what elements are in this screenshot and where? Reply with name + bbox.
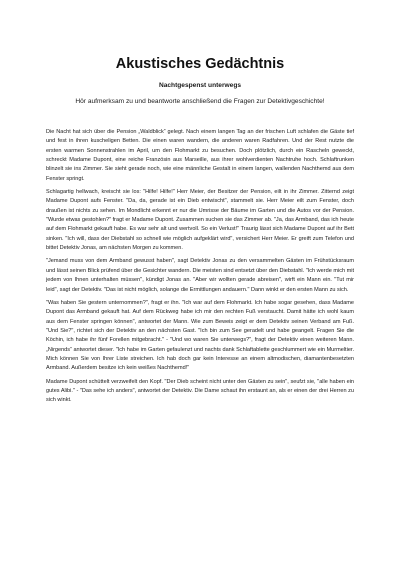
story-paragraph-4: "Was haben Sie gestern unternommen?", fragt er ihn. "Ich war auf dem Flohmarkt. Ich habe sogar gesehen, dass Madame Dupont das Armband gekauft hat. Auf dem Rückweg habe ich mir den rechten Fuß verstaucht. Damit hätte ich wohl kaum aus dem Fenster springen können", antwortet der Mann. Wie zum Beweis zeigt er dem Detektiv seinen Verband am Fuß. "Und Sie?", richtet sich der Detektiv an den nächsten Gast. "Ich bin zum See geradelt und habe geangelt. Fragen Sie die Köchin, ich habe ihr fünf Forellen mitgebracht." - "Und wo waren Sie unterwegs?", fragt der Detektiv einen weiteren Mann. „Nirgends“ antwortet dieser. "Ich habe im Garten gefaulenzt und nachts dank Schlaftablette geschlummert wie ein Murmeltier. Mich können Sie von Ihrer Liste streichen. Ich hab doch gar kein Interesse an einem altmodischen, diamantenbesetzten Armband. Außerdem besitze ich kein weißes Nachthemd!" <box>46 299 354 372</box>
document-title: Akustisches Gedächtnis <box>115 56 285 72</box>
story-paragraph-3: "Jemand muss von dem Armband gewusst haben", sagt Detektiv Jonas zu den versammelten Gästen im Frühstücksraum und lässt seinen Blick prüfend über die Gesichter wandern. Die meisten sind entsetzt über den Diebstahl. "Ich werde mich mit jedem von Ihnen unterhalten müssen", kündigt Jonas an. "Aber wir wollten gerade abreisen", wirft ein Mann ein. "Tut mir leid", sagt der Detektiv. "Das ist nicht möglich, solange die Ermittlungen andauern." Dann winkt er den ersten Mann zu sich. <box>46 258 354 293</box>
story-paragraph-2: Schlagartig hellwach, kreischt sie los: "Hilfe! Hilfe!" Herr Meier, der Besitzer der Pension, eilt in ihr Zimmer. Zitternd zeigt Madame Dupont aufs Fenster. "Da, da, gerade ist ein Dieb entwischt", stammelt sie. Herr Meier eilt zum Fenster, doch draußen ist nichts zu sehen. Im Mondlicht erkennt er nur die Umrisse der Bäume im Garten und die Autos vor der Pension. "Wurde etwas gestohlen?" fragt er Madame Dupont. Zusammen suchen sie das Zimmer ab. "Ja, das Armband, das ich heute auf dem Flohmarkt gekauft habe. Es war sehr alt und wertvoll. So ein Verlust!" Traurig lässt sich Madame Dupont auf ihr Bett sinken. "Ich will, dass der Diebstahl so schnell wie möglich aufgeklärt wird", versichert Herr Meier. Er greift zum Telefon und bittet Detektiv Jonas, am nächsten Morgen zu kommen. <box>46 189 354 252</box>
story-paragraph-1: Die Nacht hat sich über die Pension „Waldblick“ gelegt. Nach einem langen Tag an der frischen Luft schlafen die Gäste tief und fest in ihren kuscheligen Betten. Die einen waren wandern, die anderen waren Radfahren. Und der Rest nutzte die ersten warmen Sonnenstrahlen im April, um den Flohmarkt zu besuchen. Doch plötzlich, durch ein Rascheln geweckt, schreckt Madame Dupont, eine reiche Französin aus Marseille, aus ihrer wohlverdienten Nachtruhe hoch. Schlaftrunken blinzelt sie ins Zimmer. Sie sieht gerade noch, wie eine männliche Gestalt in einem langen, wallenden Nachthemd aus dem Fenster springt. <box>46 129 354 182</box>
story-paragraph-5: Madame Dupont schüttelt verzweifelt den Kopf. "Der Dieb scheint nicht unter den Gästen zu sein", seufzt sie, "alle haben ein gutes Alibi." - "Das sehe ich anders", antwortet der Detektiv. Die Dame schaut ihn erstaunt an, als er einen der drei Herren zu sich winkt. <box>46 378 354 404</box>
document-subtitle: Nachtgespenst unterwegs <box>158 82 242 89</box>
document-intro: Hör aufmerksam zu und beantworte anschließend die Fragen zur Detektivgeschichte! <box>75 98 325 105</box>
